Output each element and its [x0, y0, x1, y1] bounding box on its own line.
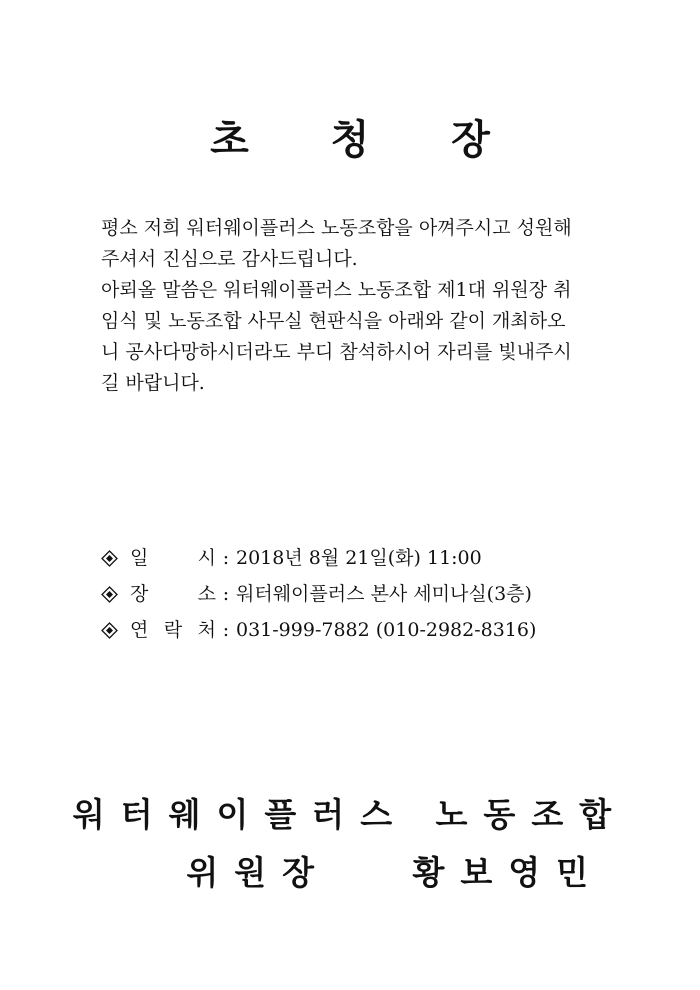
detail-value: 2018년 8월 21일(화) 11:00: [236, 547, 482, 569]
detail-row-place: [101, 576, 621, 612]
detail-row-contact: [101, 612, 621, 648]
diamond-bullet-icon: [101, 622, 118, 639]
detail-label: 장 소: [130, 583, 216, 605]
organization-name: 워터웨이플러스 노동조합: [72, 795, 628, 834]
detail-row-date: [101, 540, 621, 576]
body-line: 길 바랍니다.: [101, 372, 205, 394]
detail-value: 워터웨이플러스 본사 세미나실(3층): [236, 583, 532, 605]
detail-label: 연 락 처: [130, 619, 216, 641]
detail-value: 031-999-7882 (010-2982-8316): [236, 619, 537, 641]
signatory-name: 위원장 황보영민: [186, 853, 604, 892]
body-line: 평소 저희 워터웨이플러스 노동조합을 아껴주시고 성원해: [101, 217, 572, 239]
body-line: 아뢰올 말씀은 워터웨이플러스 노동조합 제1대 위원장 취: [101, 279, 572, 301]
body-line: 주셔서 진심으로 감사드립니다.: [101, 248, 358, 270]
body-line: 니 공사다망하시더라도 부디 참석하시어 자리를 빛내주시: [101, 341, 572, 363]
invitation-body: [101, 213, 607, 399]
document-title: 초 청 장: [210, 116, 524, 163]
detail-separator: :: [222, 619, 230, 641]
diamond-bullet-icon: [101, 586, 118, 603]
event-details: [101, 540, 621, 648]
body-line: 임식 및 노동조합 사무실 현판식을 아래와 같이 개최하오: [101, 310, 566, 332]
detail-separator: :: [222, 547, 230, 569]
detail-separator: :: [222, 583, 230, 605]
detail-label: 일 시: [130, 547, 216, 569]
diamond-bullet-icon: [101, 550, 118, 567]
